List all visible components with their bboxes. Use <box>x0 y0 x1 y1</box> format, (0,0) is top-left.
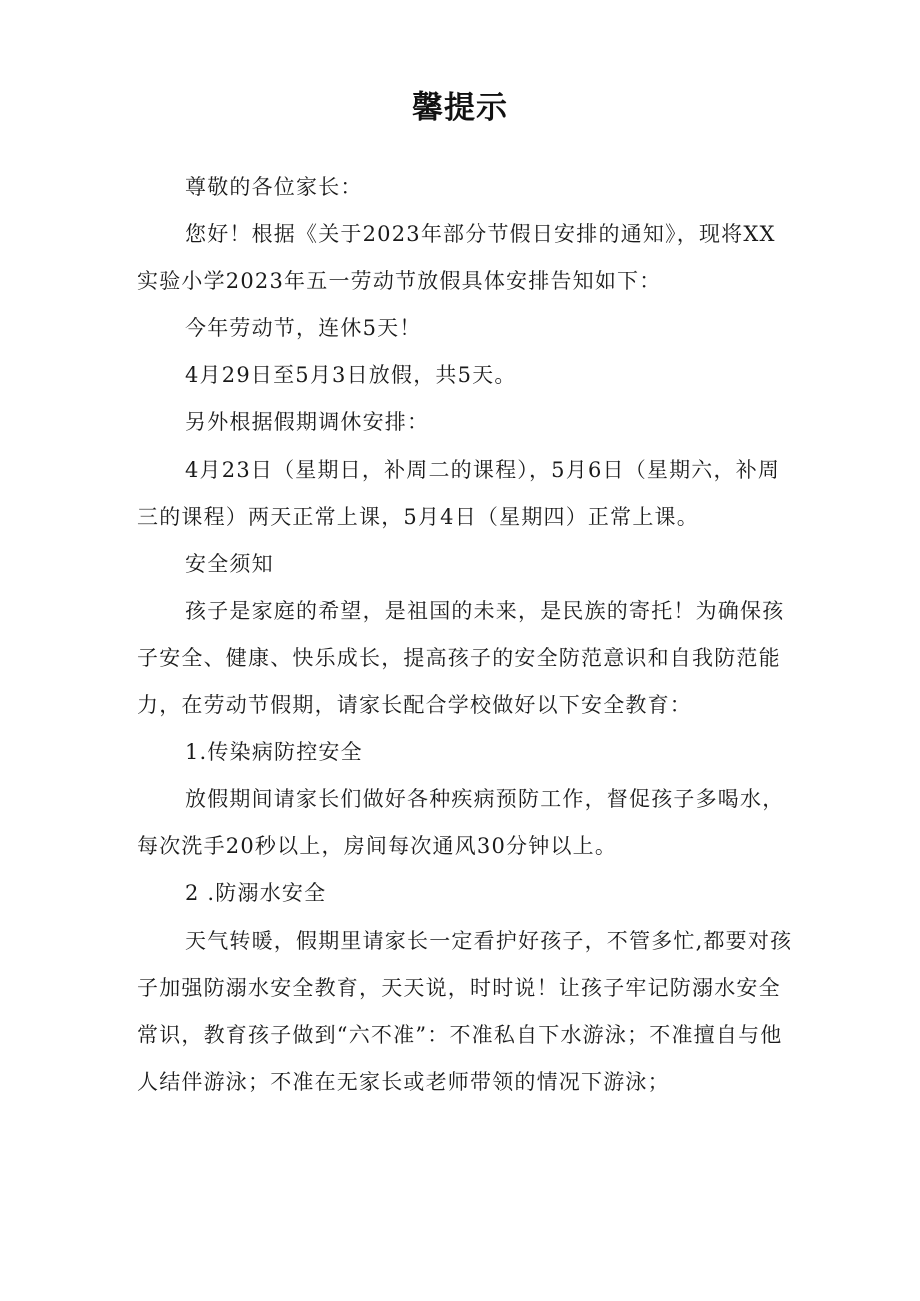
greeting: 尊敬的各位家长： <box>185 175 363 199</box>
holiday-summary: 今年劳动节，连休5天！ <box>185 316 422 341</box>
subheading-disease-control: 1.传染病防控安全 <box>185 740 363 765</box>
document-title: 馨提示 <box>412 90 508 126</box>
disease-control-text: 放假期间请家长们做好各种疾病预防工作，督促孩子多喝水，每次洗手20秒以上，房间每次通风30分钟以上。 <box>137 787 785 859</box>
adjustment-heading: 另外根据假期调休安排： <box>185 410 430 435</box>
safety-intro: 孩子是家庭的希望，是祖国的未来，是民族的寄托！为确保孩子安全、健康、快乐成长，提高孩子的安全防范意识和自我防范能力，在劳动节假期，请家长配合学校做好以下安全教育： <box>137 598 785 718</box>
section-heading-safety: 安全须知 <box>185 551 274 576</box>
drowning-prevention-text: 天气转暖，假期里请家长一定看护好孩子，不管多忙,都要对孩子加强防溺水安全教育，天天说，时时说！让孩子牢记防溺水安全常识，教育孩子做到“六不准”：不准私自下水游泳；不准擅自与他人结伴游泳；不准在无家长或老师带领的情况下游泳； <box>137 928 793 1094</box>
intro-paragraph: 您好！根据《关于2023年部分节假日安排的通知》，现将XX实验小学2023年五一劳动节放假具体安排告知如下： <box>137 222 776 294</box>
subheading-drowning-prevention: 2 .防溺水安全 <box>185 881 327 906</box>
document-body <box>137 164 797 1106</box>
adjustment-details: 4月23日（星期日，补周二的课程），5月6日（星期六，补周三的课程）两天正常上课，5月4日（星期四）正常上课。 <box>137 457 781 529</box>
holiday-dates: 4月29日至5月3日放假，共5天。 <box>185 363 517 388</box>
